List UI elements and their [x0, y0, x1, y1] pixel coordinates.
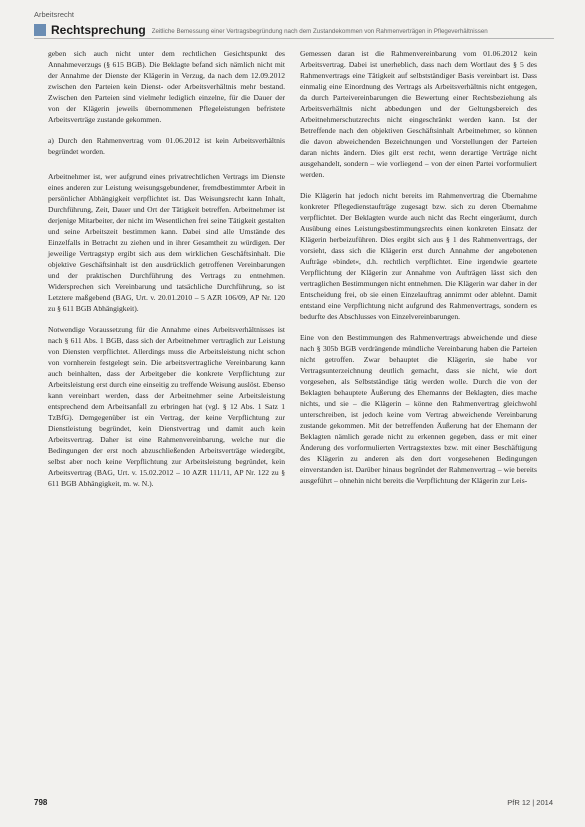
section-label: Arbeitsrecht — [34, 10, 75, 19]
subheading-paragraph: a) Durch den Rahmenvertrag vom 01.06.2012 ist kein Arbeitsverhältnis begründet worden. — [48, 136, 285, 156]
paragraph: Arbeitnehmer ist, wer aufgrund eines privatrechtlichen Vertrags im Dienste eines anderen zur Leistung weisungsgebundener, fremdbestimmter Arbeit in persönlicher Abhängigkeit verpflichtet ist. Das Weisungsrecht kann Inhalt, Durchführung, Zeit, Dauer und Ort der Tätigkeit betreffen. Arbeitnehmer ist derjenige Mitarbeiter, der nicht im Wesentlichen frei seine Tätigkeit gestalten und seine Arbeitszeit bestimmen kann. Dabei sind alle Umstände des Einzelfalls in Betracht zu ziehen und in ihrer Gesamtheit zu würdigen. Der jeweilige Vertragstyp ergibt sich aus dem wirklichen Geschäftsinhalt. Die objektive Geschäftsinhalt ist den ausdrücklich getroffenen Vereinbarungen und der praktischen Durchführung des Vertrags zu entnehmen. Widersprechen sich Vereinbarung und tatsächliche Durchführung, so ist Letztere maßgebend (BAG, Urt. v. 20.01.2010 – 5 AZR 106/09, AP Nr. 120 zu § 611 BGB Abhängigkeit). — [48, 172, 285, 313]
header-divider — [34, 38, 554, 39]
page-header — [34, 22, 554, 36]
header-subtitle: Zeitliche Bemessung einer Vertragsbegründung nach dem Zustandekommen von Rahmenverträgen in Pflegeverhältnissen — [151, 28, 488, 35]
left-column — [48, 48, 285, 499]
page-number: 798 — [34, 798, 48, 807]
right-column — [300, 48, 537, 496]
paragraph: Die Klägerin hat jedoch nicht bereits im Rahmenvertrag die Übernahme konkreter Pflegedienstaufträge zugesagt bzw. sich zu deren Übernahme verpflichtet. Der Beklagten wurde auch nicht das Recht eingeräumt, durch Ausübung eines Leistungsbestimmungsrechts einen konkreten Einsatz der Klägerin herbeizuführen. Dies ergibt sich aus § 1 des Rahmenvertrags, der vorsieht, dass sich die Klägerin erst durch Annahme der angebotenen Aufträge »bindet«, d.h. rechtlich verpflichtet. Eine irgendwie geartete Verpflichtung der Klägerin zur Annahme von Aufträgen lässt sich den vertraglichen Bestimmungen nicht entnehmen. Die Klägerin war daher in der Entscheidung frei, ob sie einen Einzelauftrag annimmt oder ablehnt. Damit entstand eine Verpflichtung nicht aufgrund des Rahmenvertrags, sondern es bedurfte des Abschlusses von Einzelvereinbarungen. — [300, 191, 537, 321]
journal-issue: PfR 12 | 2014 — [507, 798, 553, 807]
paragraph: Gemessen daran ist die Rahmenvereinbarung vom 01.06.2012 kein Arbeitsvertrag. Dabei ist unerheblich, dass nach dem Wortlaut des § 5 des Rahmenvertrags eine Tätigkeit auf selbstständiger Basis vereinbart ist. Dass einmalig eine Einordnung des Vertrags als Arbeitsverhältnis nicht entgegen, da durch Parteivereinbarungen die Bewertung einer Rechtsbeziehung als Arbeitsverhältnis nicht abbedungen und der Geltungsbereich des Arbeitnehmerschutzrechts nicht eingeschränkt werden kann. Ist der Betreffende nach den objektiven Geschäftsinhalt Arbeitnehmer, so können die davon abweichenden Bezeichnungen und Vorstellungen der Parteien daran nichts ändern. Dies gilt erst recht, wenn derartige Verträge nicht ausgehandelt, sondern – wie vorliegend – von der einen Partei vorformuliert werden. — [300, 49, 537, 179]
paragraph: Eine von den Bestimmungen des Rahmenvertrags abweichende und diese nach § 305b BGB verdrängende mündliche Vereinbarung haben die Parteien nicht getroffen. Zwar behauptet die Klägerin, sie habe vor Vertragsunterzeichnung deutlich gemacht, dass sie nicht, wie dort vorgesehen, als Selbstständige tätig werden wolle. Durch die von der Beklagten behauptete Äußerung des Ehemanns der Beklagten, dies mache nichts, und sie – die Klägerin – könne den Rahmenvertrag gleichwohl unterschreiben, ist jedoch keine vom Vertrag abweichende Vereinbarung zustande gekommen. Mit der betreffenden Äußerung hat der Ehemann der Beklagten nämlich gerade nicht zu erkennen gegeben, dass er mit einer Änderung des vorformulierten Vertragstextes bzw. mit einer Beschäftigung des Klägerin zu anderen als den dort vorgesehenen Bedingungen einverstanden ist. Darüber hinaus begründet der Rahmenvertrag – wie bereits ausgeführt – ohnehin nicht bereits die Verpflichtung der Klägerin zur Leis- — [300, 333, 537, 485]
paragraph: Notwendige Voraussetzung für die Annahme eines Arbeitsverhältnisses ist nach § 611 Abs. 1 BGB, dass sich der Arbeitnehmer vertraglich zur Leistung von Diensten verpflichtet. Allerdings muss die Arbeitsleistung nicht schon von vornherein festgelegt sein. Die arbeitsvertragliche Vereinbarung kann auch beinhalten, dass der Arbeitgeber die konkrete Verpflichtung zur Arbeitsleistung erst durch eine einseitig zu treffende Weisung auslöst. Ebenso kann vereinbart werden, dass der Arbeitnehmer seine Arbeitsleistung entsprechend dem Arbeitsanfall zu erbringen hat (vgl. § 12 Abs. 1 Satz 1 TzBfG). Demgegenüber ist ein Vertrag, der keine Verpflichtung zur Dienstleistung begründet, kein Dienstvertrag und damit auch kein Arbeitsvertrag. Daher ist eine Rahmenvereinbarung, welche nur die Bedingungen der erst noch abzuschließenden Arbeitsverträge wiedergibt, selbst aber noch keine Verpflichtung zur Arbeitsleistung begründet, kein Arbeitsvertrag (BAG, Urt. v. 15.02.2012 – 10 AZR 111/11, AP Nr. 122 zu § 611 BGB Abhängigkeit, m. w. N.). — [48, 325, 285, 488]
paragraph: geben sich auch nicht unter dem rechtlichen Gesichtspunkt des Annahmeverzugs (§ 615 BGB). Die Beklagte befand sich nämlich nicht mit der Annahme der Dienste der Klägerin in Verzug, da nach dem 12.09.2012 zwischen den Parteien kein Dienst- oder Arbeitsverhältnis mehr bestand. Zwischen den Parteien sind vielmehr lediglich einzelne, für die Dauer der von der Klägerin jeweils übernommenen Pflegeleistungen befristete Arbeitsverträge zustande gekommen. — [48, 49, 285, 124]
header-color-marker — [34, 24, 46, 36]
header-title: Rechtsprechung — [51, 23, 146, 37]
